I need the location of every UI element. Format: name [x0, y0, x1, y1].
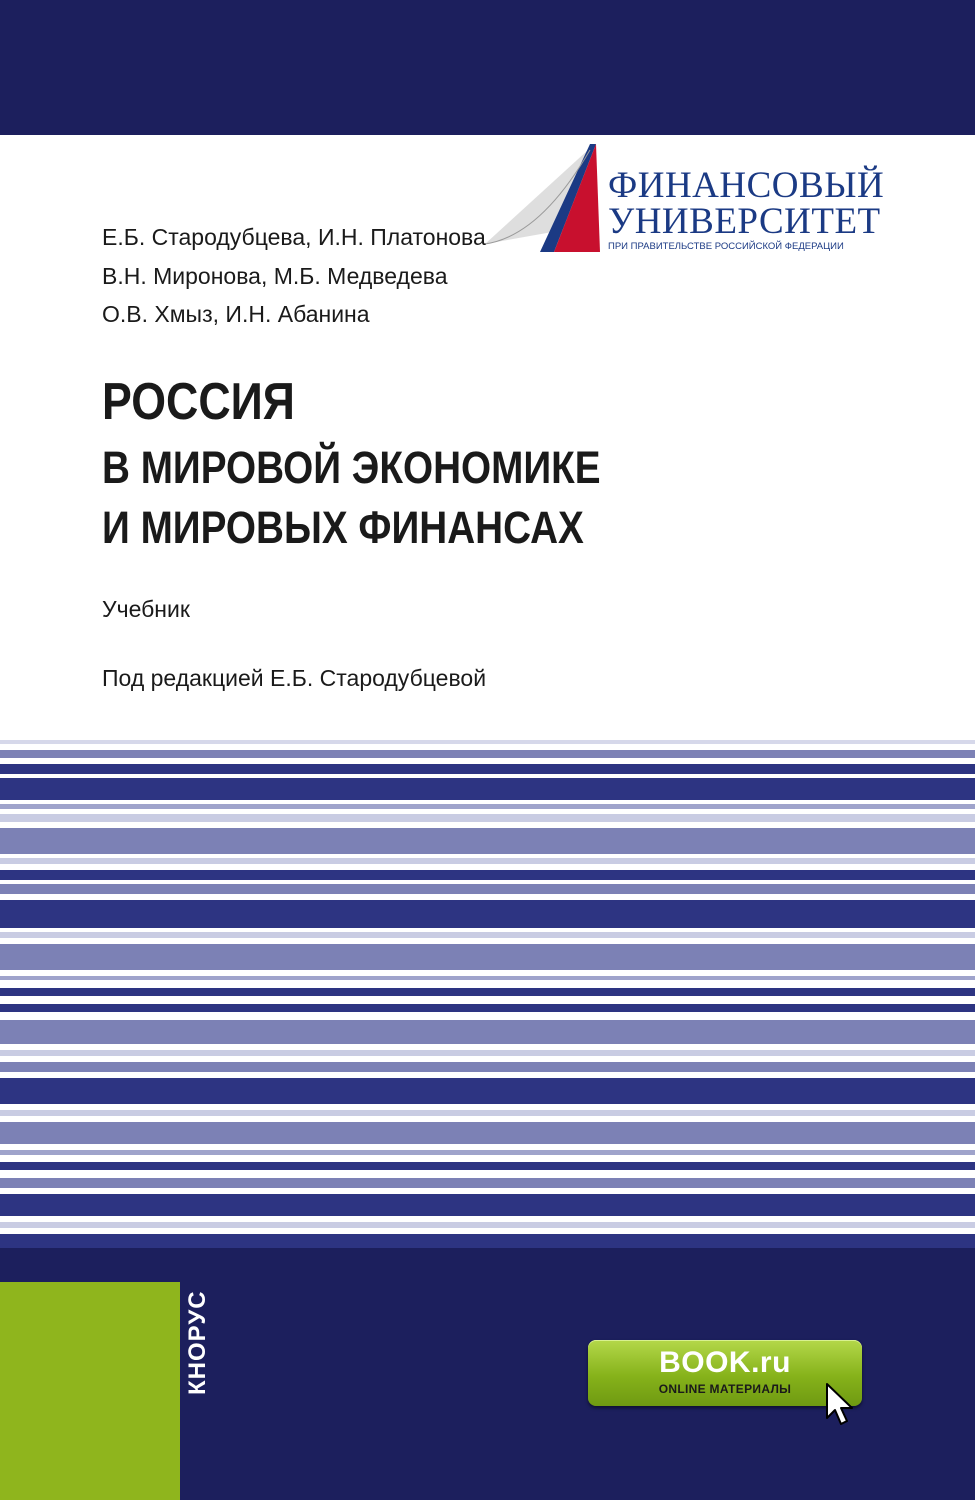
university-logo: [480, 140, 885, 260]
author-line: Е.Б. Стародубцева, И.Н. Платонова: [102, 224, 486, 250]
logo-text-line1: ФИНАНСОВЫЙ: [608, 165, 885, 206]
book-ru-sublabel: ONLINE МАТЕРИАЛЫ: [658, 1382, 792, 1396]
logo-subline: ПРИ ПРАВИТЕЛЬСТВЕ РОССИЙСКОЙ ФЕДЕРАЦИИ: [608, 241, 844, 252]
publisher-logo: [184, 1395, 224, 1425]
book-ru-button[interactable]: [588, 1340, 862, 1406]
book-title: [102, 372, 601, 554]
author-line: О.В. Хмыз, И.Н. Абанина: [102, 301, 370, 327]
book-ru-label: BOOK.ru: [659, 1346, 791, 1379]
decorative-stripes: [0, 728, 975, 1248]
authors-block: [102, 218, 486, 334]
title-line1: РОССИЯ: [102, 373, 295, 431]
publisher-name: [184, 1355, 212, 1395]
green-block: [0, 1282, 180, 1500]
title-line2: В МИРОВОЙ ЭКОНОМИКЕ: [102, 442, 601, 493]
top-band: [0, 0, 975, 135]
book-type: Учебник: [102, 596, 190, 622]
editor-credit: Под редакцией Е.Б. Стародубцевой: [102, 665, 487, 691]
author-line: В.Н. Миронова, М.Б. Медведева: [102, 262, 448, 289]
cursor-icon: [825, 1382, 855, 1428]
title-line3: И МИРОВЫХ ФИНАНСАХ: [102, 502, 584, 553]
logo-text-line2: УНИВЕРСИТЕТ: [608, 201, 881, 242]
